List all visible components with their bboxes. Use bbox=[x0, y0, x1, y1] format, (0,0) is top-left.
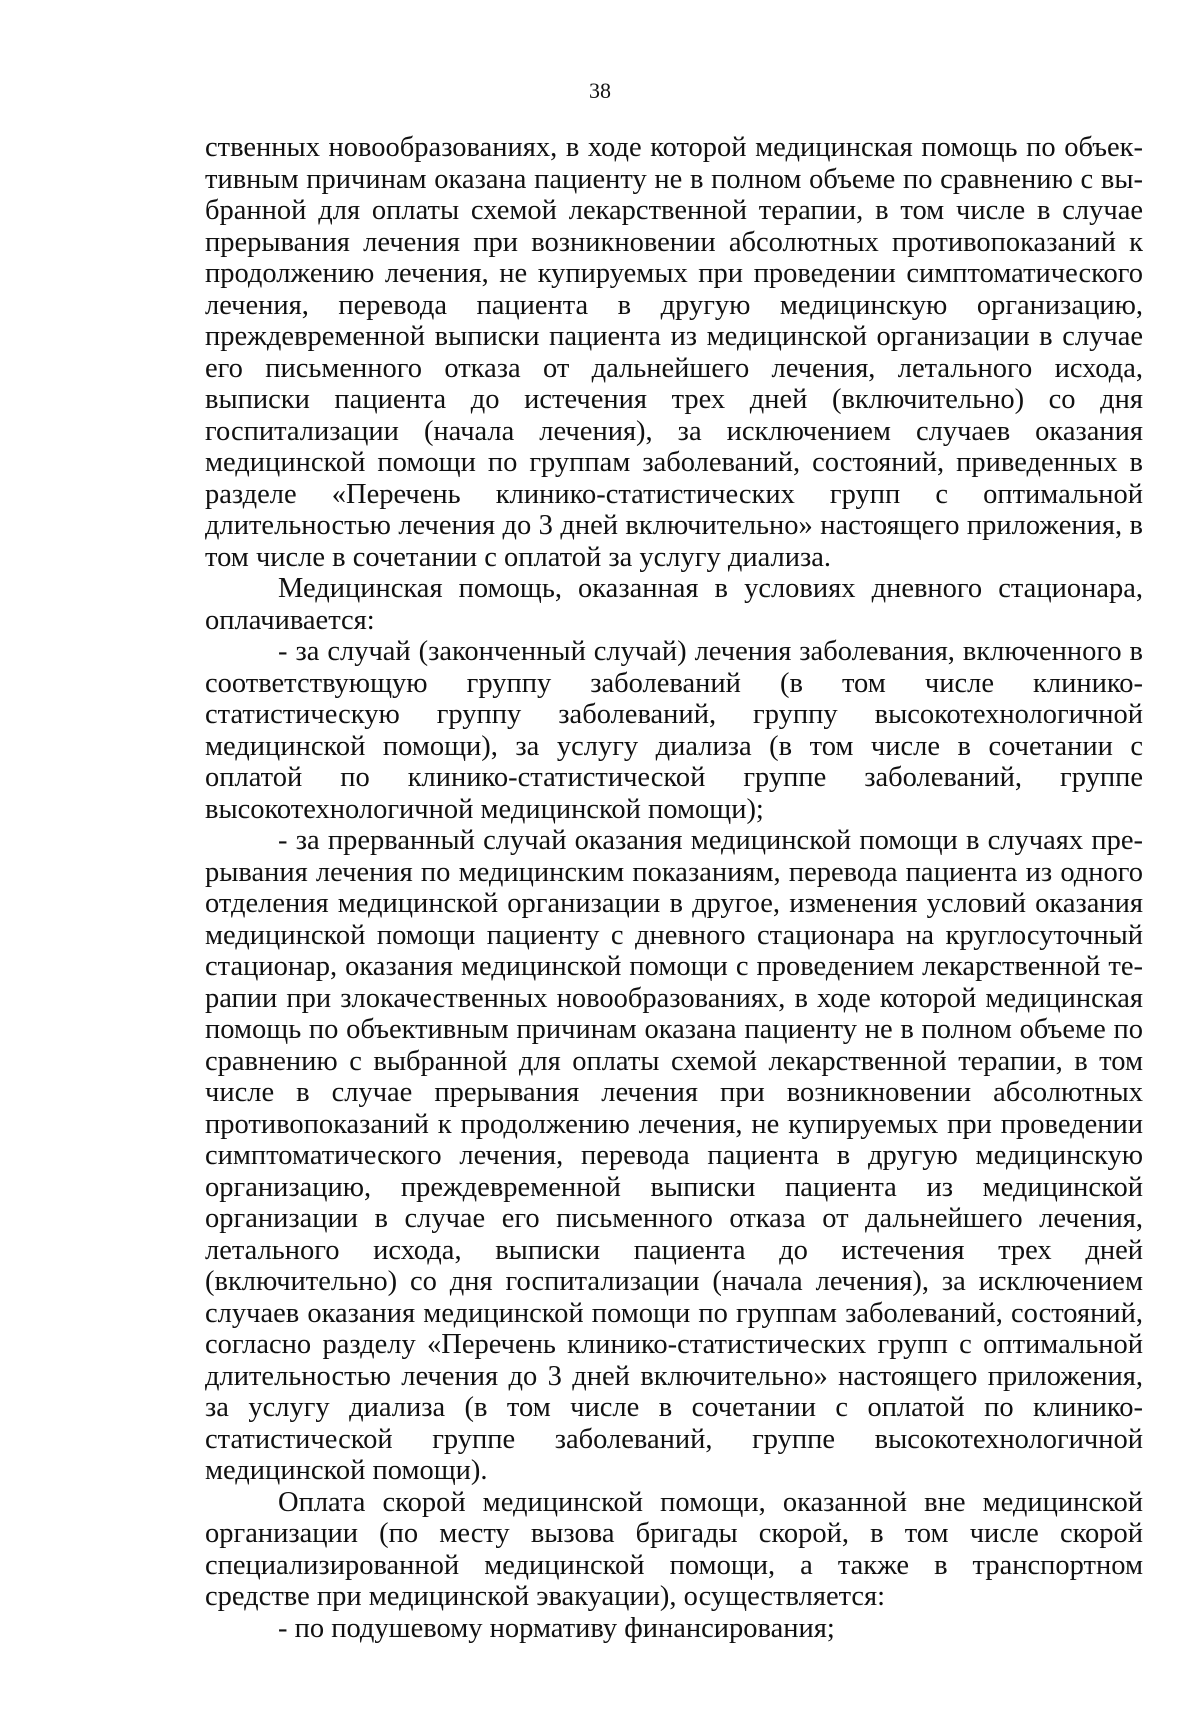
paragraph-continuation: ственных новообразованиях, в ходе которой медицинская помощь по объективным причинам оказана пациенту не в полном объеме по сравнению с выбранной для оплаты схемой лекарственной терапии, в том числе в случае прерывания лечения при возникновении абсолютных противопоказаний к продолжению лечения, не купируемых при проведении симптоматического лечения, перевода пациента в другую медицинскую организацию, преждевременной выписки пациента из медицинской организации в случае его письменного отказа от дальнейшего лечения, летального исхода, выписки пациента до истечения трех дней (включительно) со дня госпитализации (начала лечения), за исключением случаев оказания медицинской помощи по группам заболеваний, состояний, приведенных в разделе «Перечень клинико-статистических групп с оптимальной длительностью лечения до 3 дней включительно» настоящего приложения, в том числе в сочетании с оплатой за услугу диализа. bbox=[205, 132, 1143, 573]
paragraph-day-hospital-payment: Медицинская помощь, оказанная в условиях дневного стационара, оплачивается: bbox=[205, 573, 1143, 636]
page-number: 38 bbox=[589, 78, 611, 103]
paragraph-ambulance-payment: Оплата скорой медицинской помощи, оказанной вне медицинской организации (по месту вызова бригады скорой, в том числе скорой специализированной медицинской помощи, а также в транспортном средстве при медицинской эвакуации), осуществляется: bbox=[205, 1486, 1143, 1612]
list-item-interrupted-case: - за прерванный случай оказания медицинской помощи в случаях прерывания лечения по медицинским показаниям, перевода пациента из одного отделения медицинской организации в другое, изменения условий оказания медицинской помощи пациенту с дневного стационара на круглосуточный стационар, оказания медицинской помощи с проведением лекарственной терапии при злокачественных новообразованиях, в ходе которой медицинская помощь по объективным причинам оказана пациенту не в полном объеме по сравнению с выбранной для оплаты схемой лекарственной терапии, в том числе в случае прерывания лечения при возникновении абсолютных противопоказаний к продолжению лечения, не купируемых при проведении симптоматического лечения, перевода пациента в другую медицинскую организацию, преждевременной выписки пациента из медицинской организации в случае его письменного отказа от дальнейшего лечения, летального исхода, выписки пациента до истечения трех дней (включительно) со дня госпитализации (начала лечения), за исключением случаев оказания медицинской помощи по группам заболеваний, состояний, согласно разделу «Перечень клинико-статистических групп с оптимальной длительностью лечения до 3 дней включительно» настоящего приложения, за услугу диализа (в том числе в сочетании с оплатой по клинико-статистической группе заболеваний, группе высокотехнологичной медицинской помощи). bbox=[205, 825, 1143, 1486]
list-item-completed-case: - за случай (законченный случай) лечения заболевания, включенного в соответствующую группу заболеваний (в том числе клинико-статистическую группу заболеваний, группу высокотехнологичной медицинской помощи), за услугу диализа (в том числе в сочетании с оплатой по клинико-статистической группе заболеваний, группе высокотехнологичной медицинской помощи); bbox=[205, 636, 1143, 825]
list-item-per-capita-standard: - по подушевому нормативу финансирования; bbox=[278, 1612, 835, 1644]
document-body bbox=[205, 132, 1143, 1644]
